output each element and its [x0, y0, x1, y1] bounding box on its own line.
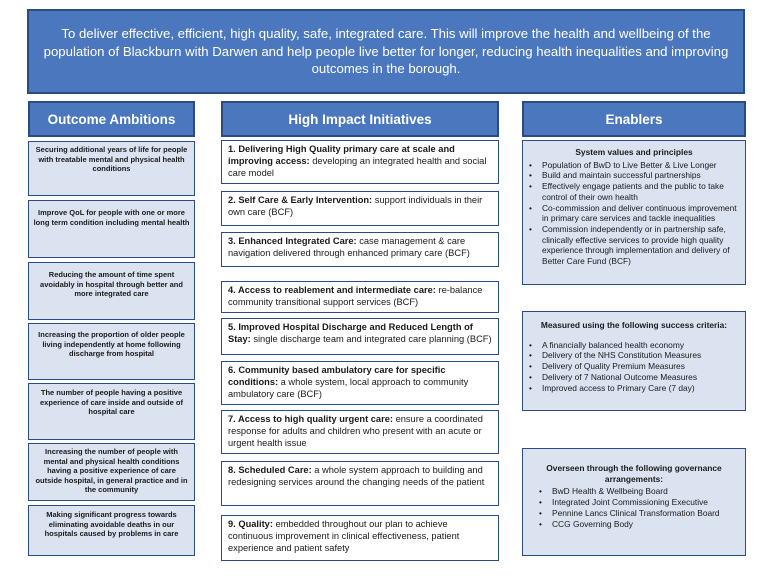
- initiative-text: single discharge team and integrated care planning (BCF): [250, 334, 492, 344]
- outcome-ambitions-header: [28, 101, 195, 137]
- high-impact-initiatives-header: [221, 101, 499, 137]
- enablers-title: Enablers: [605, 111, 663, 127]
- enabler-item: • Build and maintain successful partnerships: [542, 170, 741, 181]
- enabler-item: • CCG Governing Body: [552, 519, 731, 530]
- outcome-box: [28, 262, 195, 320]
- outcome-box: [28, 141, 195, 196]
- initiative-text: a whole system, local approach to community ambulatory care (BCF): [228, 377, 469, 399]
- initiative-text: a whole system approach to building and redesigning services around the changing needs of the patient: [228, 465, 485, 487]
- outcome-box: [28, 505, 195, 556]
- enabler-list: [537, 486, 731, 529]
- enabler-item: • Improved access to Primary Care (7 day): [542, 383, 741, 394]
- enabler-list: [527, 160, 741, 267]
- initiative-title: 6. Community based ambulatory care for specific conditions:: [228, 365, 446, 387]
- initiative-text: support individuals in their own care (BCF): [228, 195, 483, 217]
- outcome-text: Making significant progress towards eliminating avoidable deaths in our hospitals caused by problems in care: [44, 510, 179, 539]
- outcome-text: Reducing the amount of time spent avoidably in hospital through better and more integrated care: [40, 270, 183, 299]
- initiative-text: case management & care navigation delivered through enhanced primary care (BCF): [228, 236, 470, 258]
- enabler-item: • Delivery of the NHS Constitution Measures: [542, 350, 741, 361]
- enabler-title: Overseen through the following governance arrangements:: [546, 463, 722, 484]
- initiative-title: 1. Delivering High Quality primary care at scale and improving access:: [228, 144, 455, 166]
- enabler-item: • Delivery of Quality Premium Measures: [542, 361, 741, 372]
- vision-statement: To deliver effective, efficient, high quality, safe, integrated care. This will improve the health and wellbeing of the population of Blackburn with Darwen and help people live better for longer, reducing health inequalities and improving outcomes in the borough.: [43, 26, 729, 77]
- initiative-box: [221, 361, 499, 405]
- initiative-box: [221, 515, 499, 561]
- initiative-title: 3. Enhanced Integrated Care:: [228, 236, 357, 246]
- outcome-box: [28, 443, 195, 501]
- initiative-box: [221, 191, 499, 226]
- success-criteria-box: [522, 311, 746, 411]
- initiative-box: [221, 140, 499, 184]
- enabler-item: • Commission independently or in partnership safe, clinically effective services to provide high quality experience through implementation and delivery of Better Care Fund (BCF): [542, 224, 741, 267]
- enabler-title: Measured using the following success criteria:: [540, 320, 728, 330]
- initiative-box: [221, 318, 499, 355]
- enabler-item: • Population of BwD to Live Better & Live Longer: [542, 160, 741, 171]
- outcome-box: [28, 383, 195, 440]
- enabler-item: • BwD Health & Wellbeing Board: [552, 486, 731, 497]
- outcome-text: Improve QoL for people with one or more long term condition including mental health: [33, 208, 190, 227]
- enabler-item: • Effectively engage patients and the public to take control of their own health: [542, 181, 741, 202]
- outcome-box: [28, 200, 195, 258]
- enabler-item: • Pennine Lancs Clinical Transformation Board: [552, 508, 731, 519]
- initiative-box: [221, 281, 499, 313]
- initiative-title: 4. Access to reablement and intermediate care:: [228, 285, 436, 295]
- initiative-title: 2. Self Care & Early Intervention:: [228, 195, 373, 205]
- initiative-box: [221, 410, 499, 454]
- initiative-text: developing an integrated health and social care model: [228, 156, 487, 178]
- vision-banner: [27, 9, 745, 94]
- initiative-text: ensure a coordinated response for adults and children who present with an acute or urgent health issue: [228, 414, 483, 448]
- initiative-title: 5. Improved Hospital Discharge and Reduced Length of Stay:: [228, 322, 473, 344]
- initiative-text: re-balance community transitional support services (BCF): [228, 285, 483, 307]
- initiative-box: [221, 232, 499, 267]
- outcome-text: Increasing the proportion of older people living independently at home following discharge from hospital: [38, 330, 185, 359]
- governance-box: [522, 448, 746, 556]
- initiative-title: 9. Quality:: [228, 519, 273, 529]
- initiative-text: embedded throughout our plan to achieve continuous improvement in clinical effectiveness, patient experience and patient safety: [228, 519, 460, 553]
- enabler-item: • A financially balanced health economy: [542, 340, 741, 351]
- enabler-list: [527, 340, 741, 394]
- enabler-item: • Co-commission and deliver continuous improvement in primary care services and tackle inequalities: [542, 203, 741, 224]
- outcome-text: Securing additional years of life for people with treatable mental and physical health conditions: [35, 145, 188, 174]
- outcome-text: Increasing the number of people with mental and physical health conditions having a positive experience of care outside hospital, in general practice and in the community: [35, 447, 188, 495]
- initiative-box: [221, 461, 499, 506]
- outcome-ambitions-title: Outcome Ambitions: [47, 111, 176, 127]
- high-impact-initiatives-title: High Impact Initiatives: [288, 111, 432, 127]
- enabler-item: • Integrated Joint Commissioning Executive: [552, 497, 731, 508]
- system-values-box: [522, 140, 746, 285]
- outcome-text: The number of people having a positive experience of care inside and outside of hospital care: [40, 388, 183, 417]
- enabler-item: • Delivery of 7 National Outcome Measures: [542, 372, 741, 383]
- initiative-title: 8. Scheduled Care:: [228, 465, 312, 475]
- enabler-title: System values and principles: [575, 147, 693, 157]
- outcome-box: [28, 323, 195, 380]
- initiative-title: 7. Access to high quality urgent care:: [228, 414, 393, 424]
- enablers-header: [522, 101, 746, 137]
